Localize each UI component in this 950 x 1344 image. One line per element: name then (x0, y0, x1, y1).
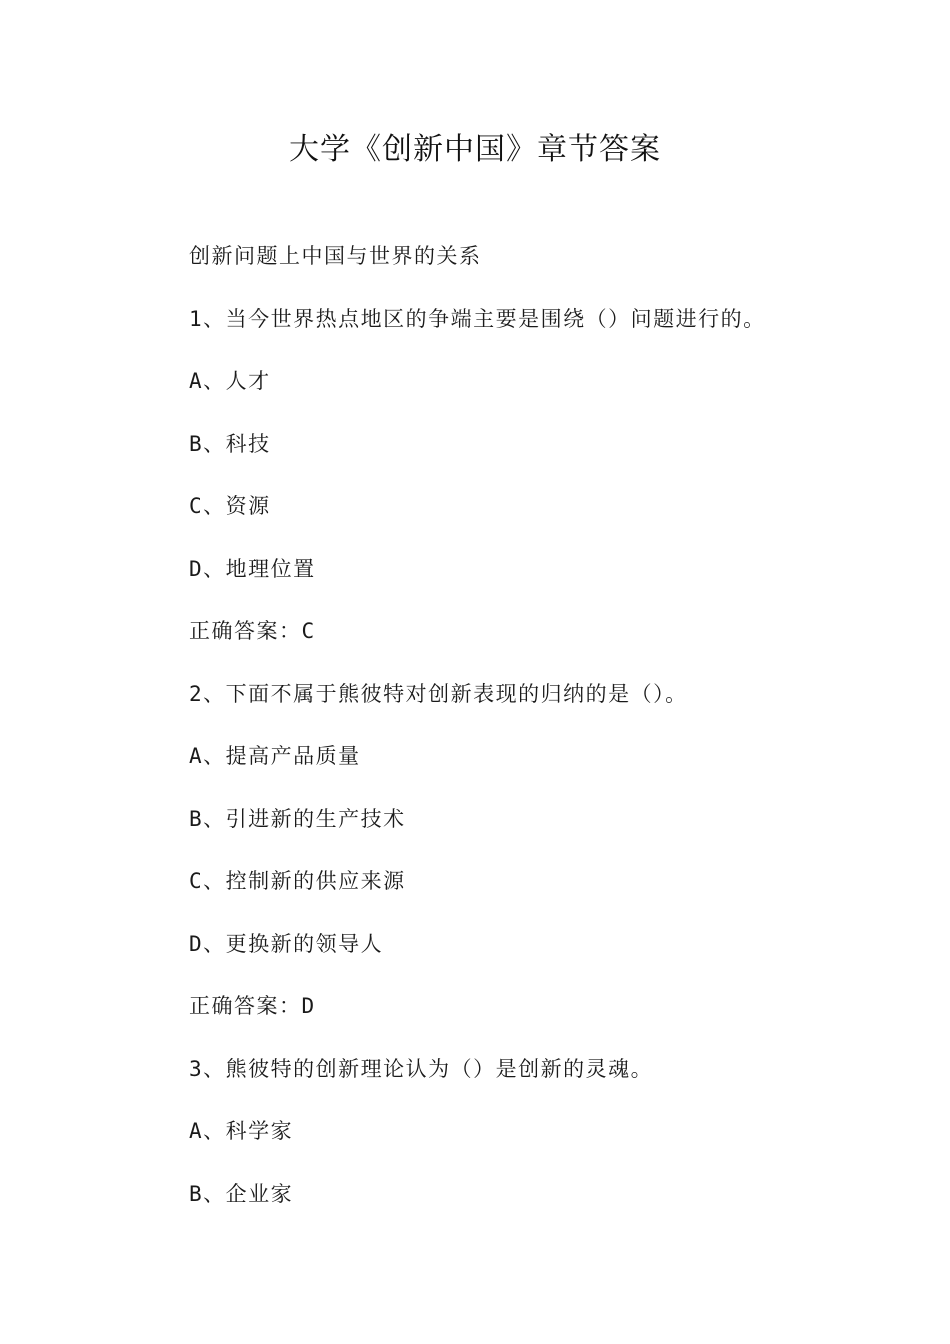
question-3-option-a: A、科学家 (189, 1119, 294, 1143)
question-3-option-b: B、企业家 (189, 1182, 294, 1206)
question-1-answer: 正确答案：C (189, 619, 316, 643)
question-1-text: 1、当今世界热点地区的争端主要是围绕（）问题进行的。 (189, 307, 766, 331)
question-1-option-c: C、资源 (189, 494, 271, 518)
question-1-option-a: A、人才 (189, 369, 271, 393)
question-3-text: 3、熊彼特的创新理论认为（）是创新的灵魂。 (189, 1057, 654, 1081)
section-heading: 创新问题上中国与世界的关系 (189, 244, 482, 268)
question-2-option-d: D、更换新的领导人 (189, 932, 384, 956)
question-2-option-a: A、提高产品质量 (189, 744, 361, 768)
document-title: 大学《创新中国》章节答案 (289, 132, 661, 167)
question-2-answer: 正确答案：D (189, 994, 316, 1018)
question-1-option-b: B、科技 (189, 432, 271, 456)
question-2-option-c: C、控制新的供应来源 (189, 869, 406, 893)
question-1-option-d: D、地理位置 (189, 557, 316, 581)
question-2-option-b: B、引进新的生产技术 (189, 807, 406, 831)
question-2-text: 2、下面不属于熊彼特对创新表现的归纳的是（）。 (189, 682, 688, 706)
